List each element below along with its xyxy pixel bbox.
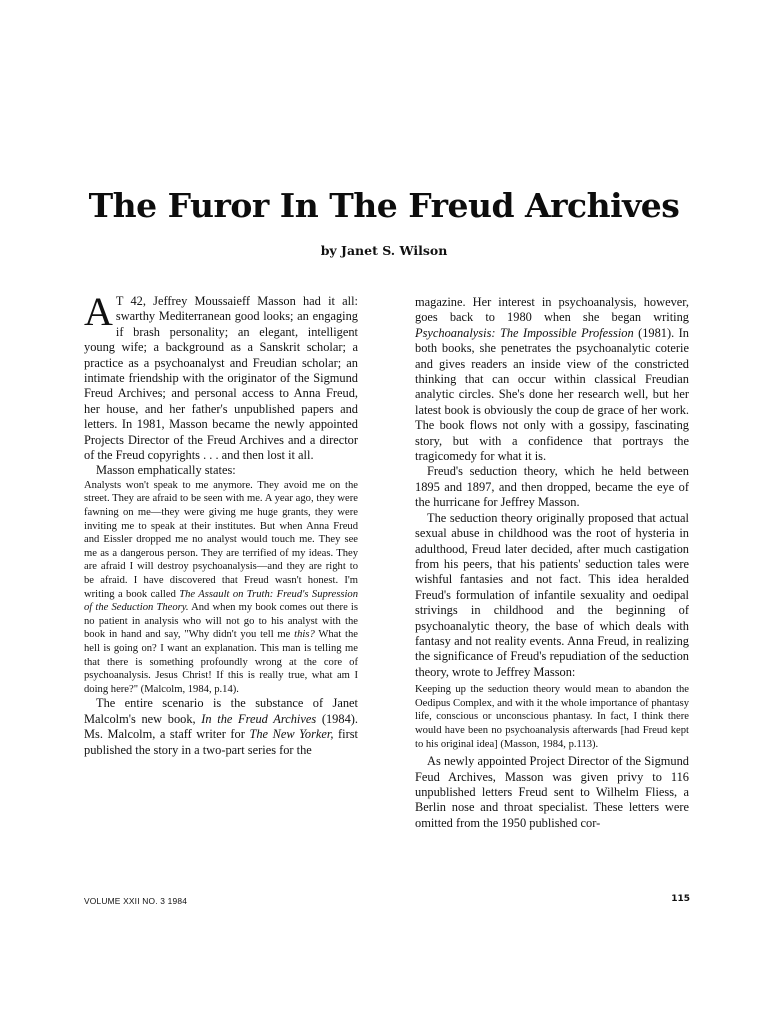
left-column xyxy=(84,289,359,758)
volume-footer: VOLUME XXII NO. 3 1984 xyxy=(84,896,188,906)
paragraph: The seduction theory originally proposed that actual sexual abuse in childhood was the root of hysteria in adulthood, Freud later decided, after much castigation from his peers, that his patients' seduction tales were wishful fantasies and not fact. This idea heralded Freud's formulation of infantile sexuality and oedipal strivings in childhood and the beginning of psychoanalytic theory, the base of which deals with fantasy and not reality events. Anna Freud, in realizing the significance of Freud's repudiation of the seduction theory, wrote to Jeffrey Masson: xyxy=(415,510,689,679)
opening-paragraph: A T 42, Jeffrey Moussaieff Masson had it all: swarthy Mediterranean good looks; an engaging if brash personality; an elegant, intelligent young wife; a background as a Sanskrit scholar; a practice as a psychoanalyst and Freudian scholar; an intimate friendship with the originator of the Sigmund Freud Archives; and personal access to Anna Freud, her house, and her father's unpublished papers and letters. In 1981, Masson became the newly appointed Projects Director of the Freud Archives and a director of the Freud copyrights . . . and then lost it all. xyxy=(84,289,358,463)
drop-cap: A xyxy=(84,289,113,334)
paragraph: magazine. Her interest in psychoanalysis, however, goes back to 1980 when she began writing Psychoanalysis: The Impossible Profession (1981). In both books, she penetrates the psychoanalytic coterie and gives readers an inside view of the constricted thinking that can occur within classical Freudian analytic circles. She's done her research well, but her latest book is obviously the coup de grace of her work. The book flows not only with a gossipy, fascinating story, but with a confidence that portrays the tragicomedy for what it is. xyxy=(415,295,689,464)
byline: by Janet S. Wilson xyxy=(320,243,448,258)
paragraph: The entire scenario is the substance of Janet Malcolm's new book, In the Freud Archives (1984). Ms. Malcolm, a staff writer for The New Yorker, first published the story in a two-part series for the xyxy=(84,696,358,757)
book-title: Psychoanalysis: The Impossible Profession xyxy=(415,325,634,340)
paragraph: Masson emphatically states: xyxy=(96,463,236,478)
page-number: 115 xyxy=(671,894,690,904)
right-column xyxy=(415,295,689,831)
book-title: In the Freud Archives xyxy=(201,711,317,726)
article-title: The Furor In The Freud Archives xyxy=(88,186,680,225)
paragraph: Freud's seduction theory, which he held between 1895 and 1897, and then dropped, became the eye of the hurricane for Jeffrey Masson. xyxy=(415,464,689,510)
magazine-title: The New Yorker, xyxy=(249,727,334,742)
block-quote: Analysts won't speak to me anymore. They avoid me on the street. They are afraid to be seen with me. A year ago, they were fawning on me—they were giving me huge grants, they were inviting me to speak at their institutes. But when Anna Freud and Eissler dropped me no analyst would touch me. They see me as a dangerous person. They are terrified of my ideas. They are afraid I will destroy psychoanalysis—and they are right to be afraid. I have discovered that Freud wasn't honest. I'm writing a book called The Assault on Truth: Freud's Supression of the Seduction Theory. And when my book comes out there is no patient in analysis who will not go to his analyst with the book in hand and say, "Why didn't you tell me this? What the hell is going on? I want an explanation. This man is telling me that there is something profoundly wrong at the core of psychoanalysis. Jesus Christ! If this is really true, what am I doing here?" (Malcolm, 1984, p.14). xyxy=(84,479,359,695)
paragraph: As newly appointed Project Director of the Sigmund Feud Archives, Masson was given privy to 116 unpublished letters Freud sent to Wilhelm Fliess, a Berlin nose and throat specialist. These letters were omitted from the 1950 published cor- xyxy=(415,754,689,830)
block-quote: Keeping up the seduction theory would mean to abandon the Oedipus Complex, and with it the whole importance of phantasy life, conscious or unconscious phantasy. In fact, I think there would have been no psychoanalysis afterwards [had Freud kept to his original idea] (Masson, 1984, p.113). xyxy=(415,684,689,750)
